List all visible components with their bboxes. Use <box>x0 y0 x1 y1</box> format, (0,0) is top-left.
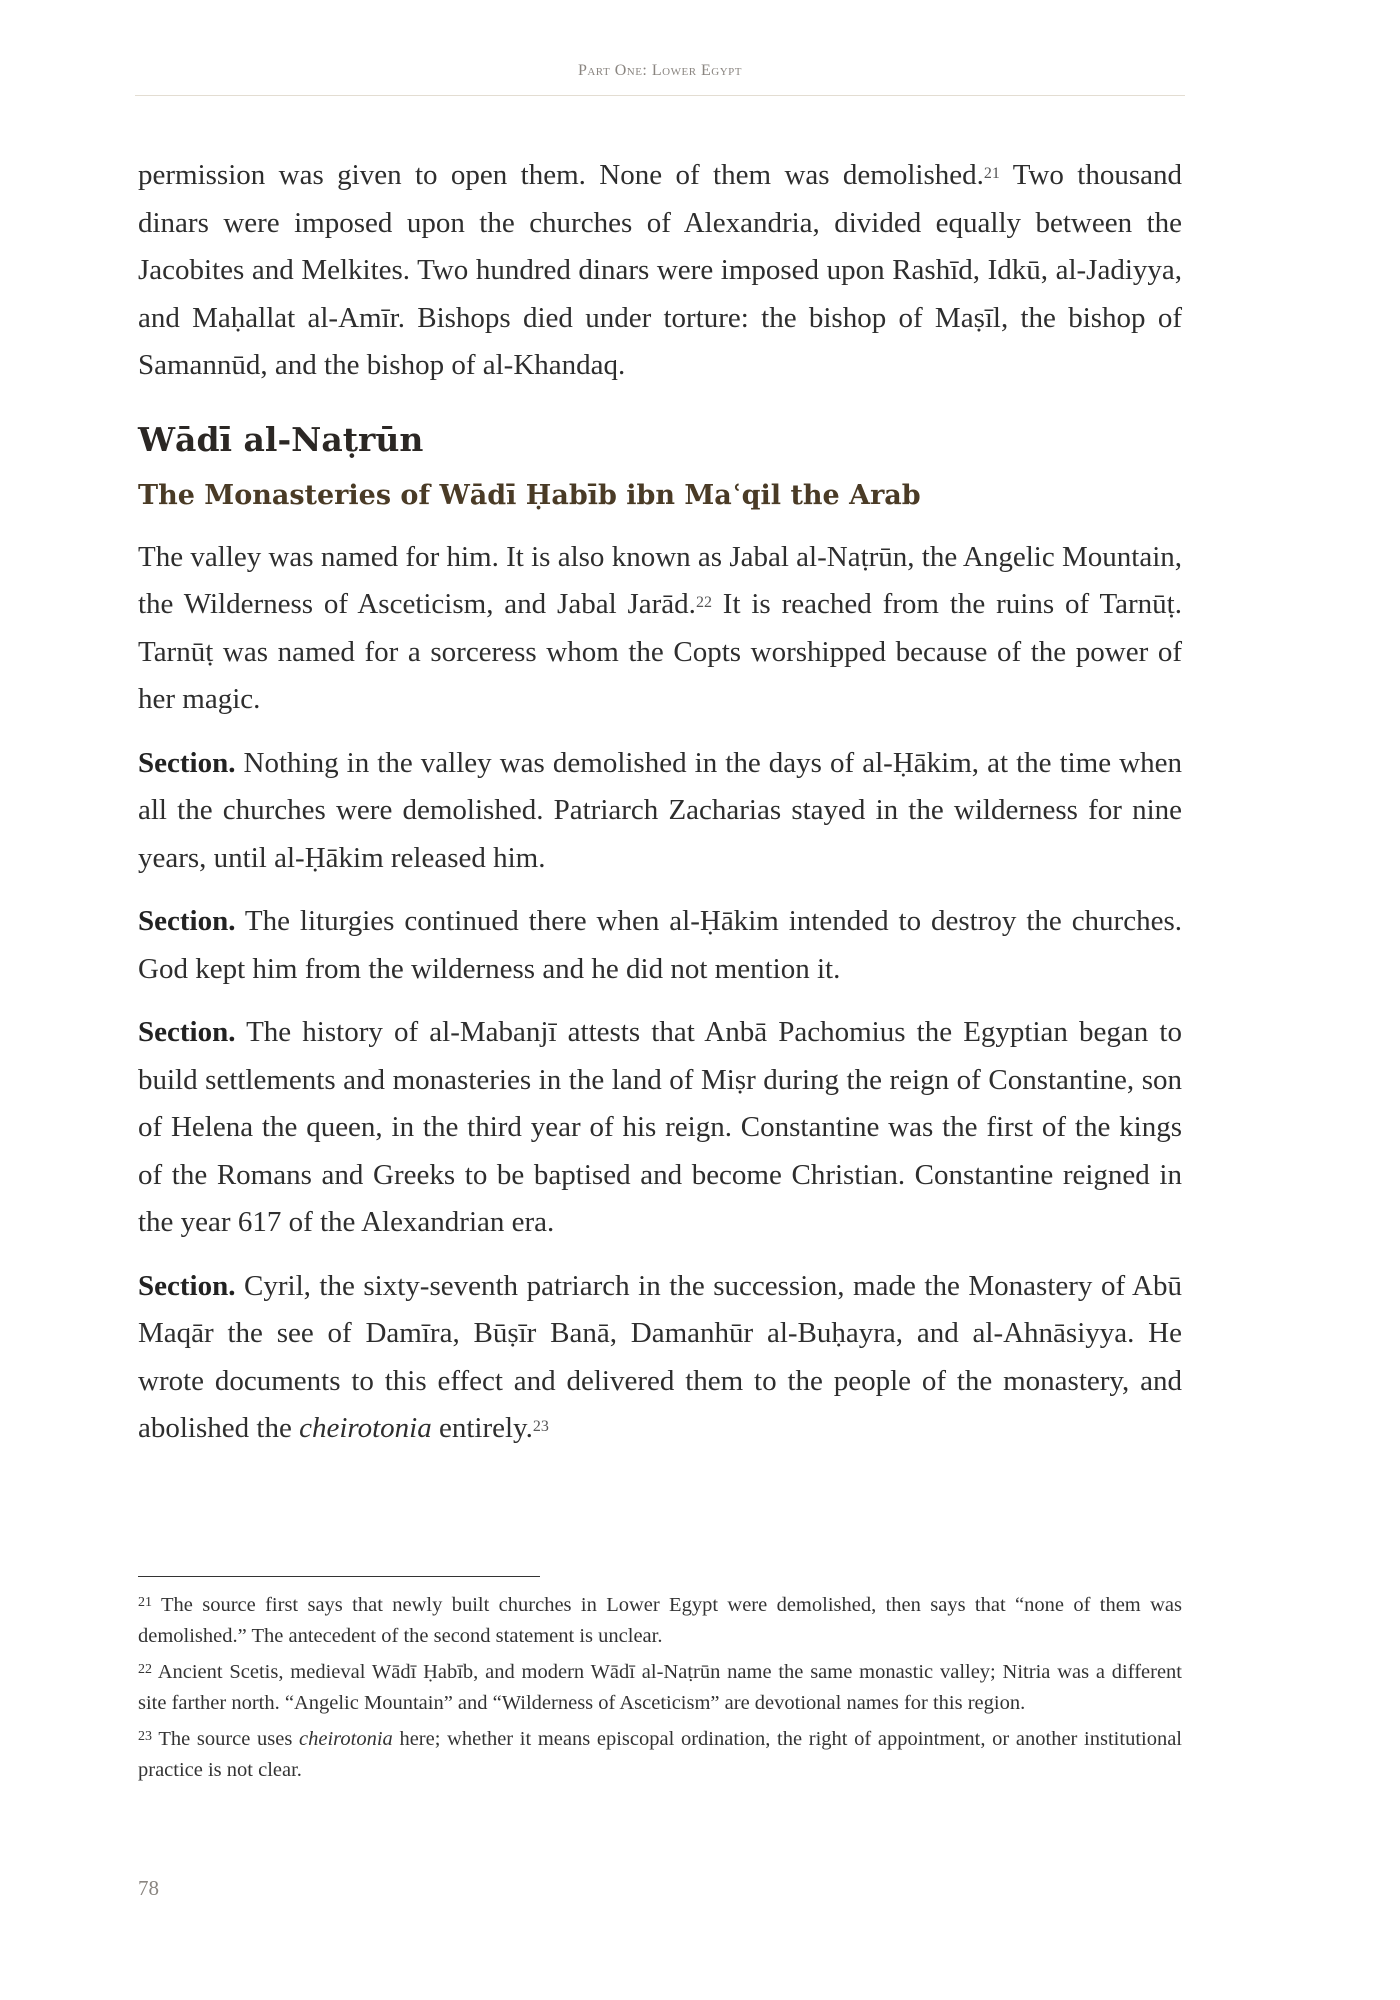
paragraph-5 <box>138 1009 1182 1247</box>
footnote-23 <box>138 1724 1182 1786</box>
footnote-22 <box>138 1657 1182 1719</box>
footnote-text: Ancient Scetis, medieval Wādī Ḥabīb, and modern Wādī al-Naṭrūn name the same monastic valley; Nitria was a different site farther north. “Angelic Mountain” and “Wilderness of Asceticism” are devotional names for this region. <box>138 1661 1182 1714</box>
paragraph-4-text: The liturgies continued there when al-Ḥākim intended to destroy the churches. God kept him from the wilderness and he did not mention it. <box>138 905 1182 985</box>
running-head: Part One: Lower Egypt <box>577 62 743 79</box>
section-heading: Wādī al-Naṭrūn <box>138 419 424 459</box>
footnote-number: 23 <box>138 1729 152 1744</box>
paragraph-1-text-a: permission was given to open them. None of them was demolished. <box>138 159 984 191</box>
section-lead: Section. <box>138 1016 236 1048</box>
paragraph-1-text-b: Two thousand dinars were imposed upon the churches of Alexandria, divided equally between the Jacobites and Melkites. Two hundred dinars were imposed upon Rashīd, Idkū, al-Jadiyya, and Maḥallat al-Amīr. Bishops died under torture: the bishop of Maṣīl, the bishop of Samannūd, and the bishop of al-Khandaq. <box>138 159 1182 381</box>
footnote-text-pre: The source uses <box>158 1728 300 1750</box>
footnote-text: The source first says that newly built churches in Lower Egypt were demolished, then says that “none of them was demolished.” The antecedent of the second statement is unclear. <box>138 1594 1182 1647</box>
paragraph-4 <box>138 898 1182 993</box>
footnote-number: 21 <box>138 1595 152 1610</box>
subsection-heading: The Monasteries of Wādī Ḥabīb ibn Maʿqil the Arab <box>138 479 921 511</box>
section-lead: Section. <box>138 905 236 937</box>
footnotes <box>138 1590 1182 1791</box>
paragraph-3-text: Nothing in the valley was demolished in the days of al-Ḥākim, at the time when all the churches were demolished. Patriarch Zacharias stayed in the wilderness for nine years, until al-Ḥākim released him. <box>138 746 1182 874</box>
footnote-ref-21[interactable]: 21 <box>983 165 1000 182</box>
paragraph-1 <box>138 152 1182 390</box>
paragraph-6-text-end: entirely. <box>431 1412 533 1444</box>
paragraph-6 <box>138 1263 1182 1453</box>
paragraph-2 <box>138 534 1182 724</box>
paragraph-3 <box>138 740 1182 883</box>
paragraph-2-text-b: It is reached from the ruins of Tarnūṭ. Tarnūṭ was named for a sorceress whom the Copts worshipped because of the power of her magic. <box>138 588 1182 715</box>
main-text <box>138 152 1182 1469</box>
paragraph-6-text: Cyril, the sixty-seventh patriarch in the succession, made the Monastery of Abū Maqār the see of Damīra, Būṣīr Banā, Damanhūr al-Buḥayra, and al-Ahnāsiyya. He wrote documents to this effect and delivered them to the people of the monastery, and abolished the <box>138 1269 1182 1444</box>
footnote-ref-22[interactable]: 22 <box>695 594 712 611</box>
footnote-text-post: here; whether it means episcopal ordination, the right of appointment, or another institutional practice is not clear. <box>138 1728 1182 1781</box>
footnote-ref-23[interactable]: 23 <box>532 1418 549 1435</box>
paragraph-2-text-a: The valley was named for him. It is also known as Jabal al-Naṭrūn, the Angelic Mountain, the Wilderness of Asceticism, and Jabal Jarād. <box>138 540 1182 620</box>
page-number: 78 <box>138 1876 159 1900</box>
footnote-separator <box>138 1576 540 1577</box>
paragraph-6-italic-term: cheirotonia <box>299 1412 432 1444</box>
paragraph-5-text: The history of al-Mabanjī attests that Anbā Pachomius the Egyptian began to build settlements and monasteries in the land of Miṣr during the reign of Constantine, son of Helena the queen, in the third year of his reign. Constantine was the first of the kings of the Romans and Greeks to be baptised and become Christian. Constantine reigned in the year 617 of the Alexandrian era. <box>138 1016 1182 1238</box>
footnote-italic-term: cheirotonia <box>299 1728 393 1750</box>
section-lead: Section. <box>138 746 236 779</box>
footnote-number: 22 <box>138 1662 152 1677</box>
section-lead: Section. <box>138 1269 236 1302</box>
footnote-21 <box>138 1590 1182 1652</box>
header-rule <box>135 95 1185 96</box>
